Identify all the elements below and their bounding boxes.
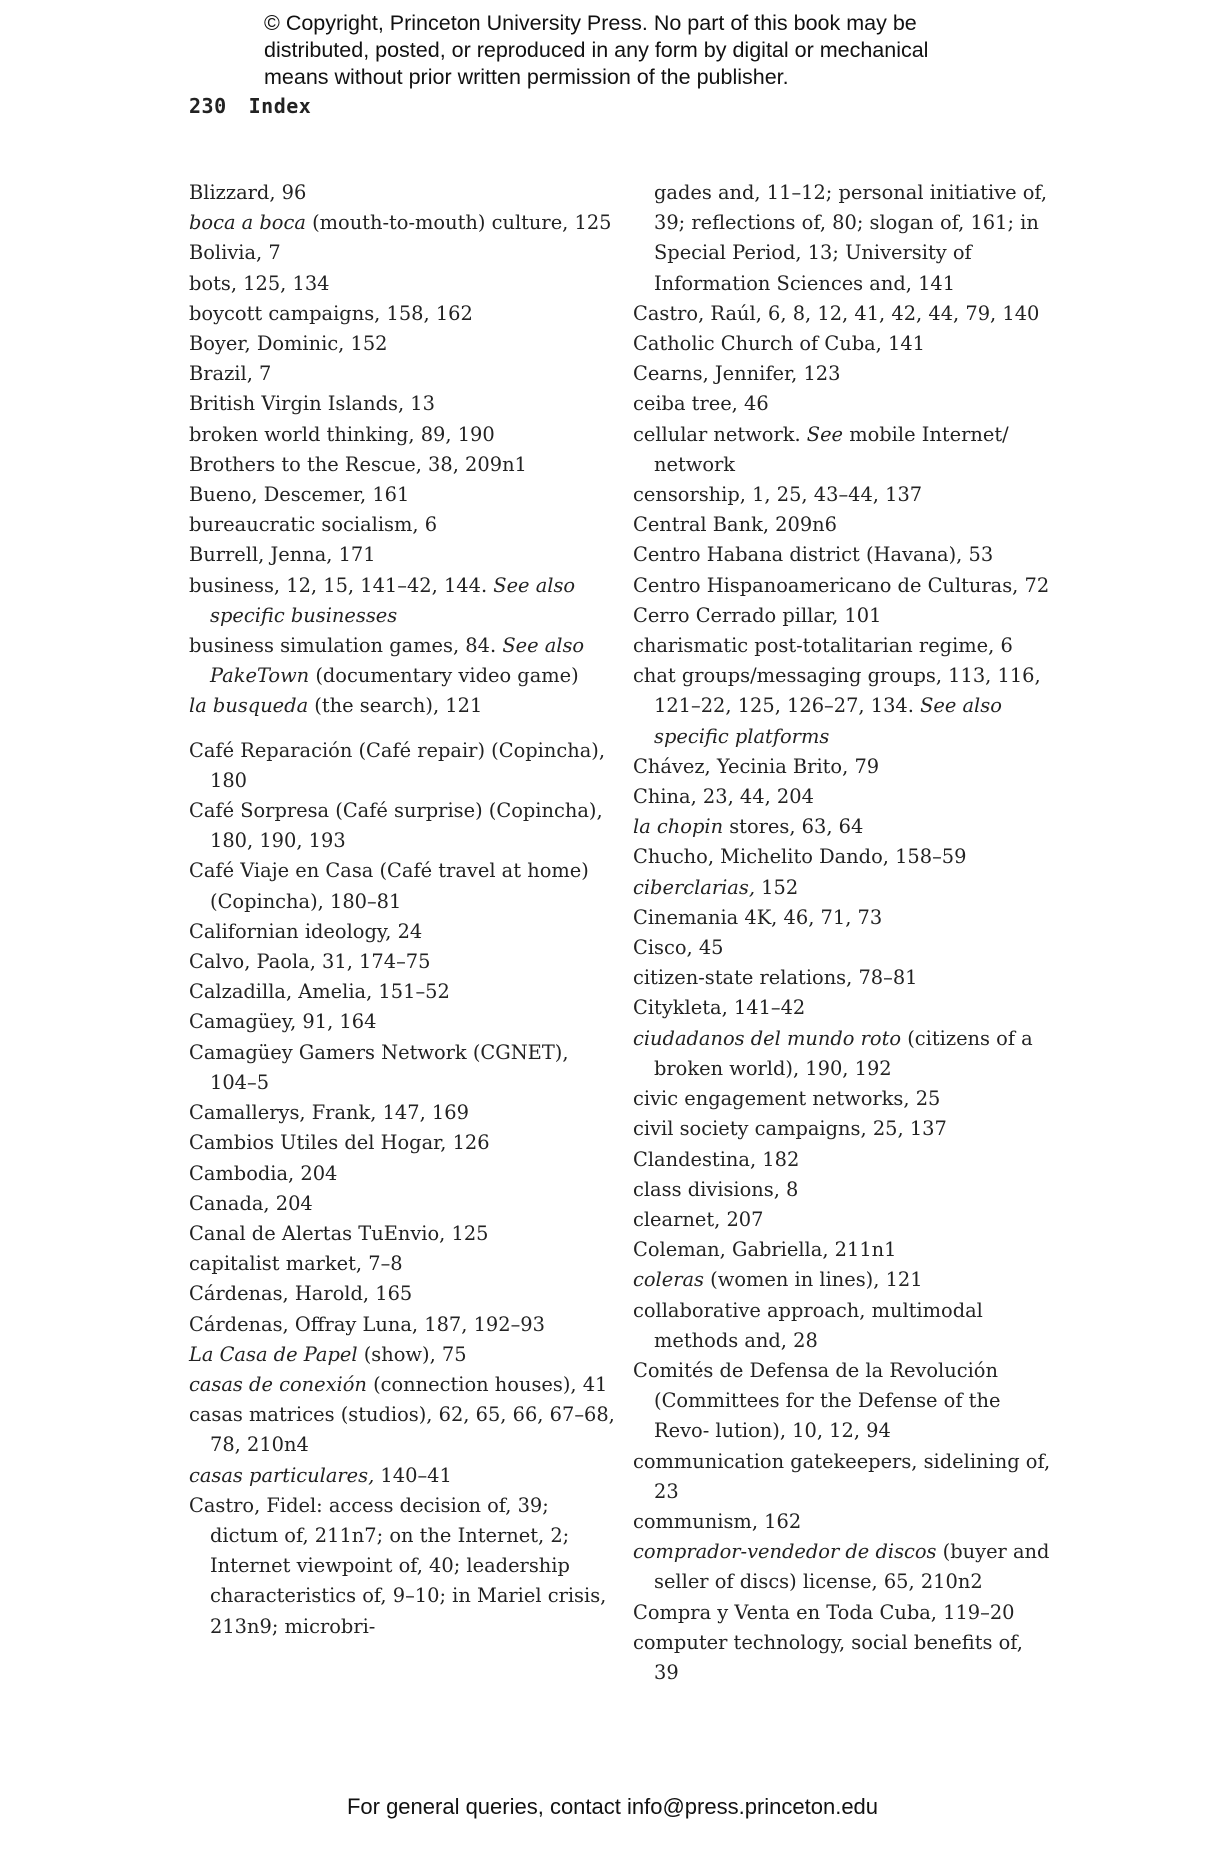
index-entry-text: Cinemania 4K, 46, 71, 73 xyxy=(633,905,883,929)
index-entry xyxy=(189,691,619,721)
index-entry-text: Canada, 204 xyxy=(189,1191,313,1215)
index-entry-text: capitalist market, 7–8 xyxy=(189,1252,403,1276)
index-entry xyxy=(189,977,619,1007)
index-entry-italic-text: La Casa de Papel xyxy=(189,1342,358,1366)
index-entry-text: Comités de Defensa de la Revolución (Committees for the Defense of the Revo- lution), 10, 12, 94 xyxy=(633,1358,1001,1443)
index-entry-text: Central Bank, 209n6 xyxy=(633,513,837,537)
index-entry-text: broken world thinking, 89, 190 xyxy=(189,422,495,446)
index-entry-text: censorship, 1, 25, 43–44, 137 xyxy=(633,483,923,507)
page-number: 230 xyxy=(189,94,227,118)
index-entry-text: charismatic post-totalitarian regime, 6 xyxy=(633,634,1013,658)
copyright-line: © Copyright, Princeton University Press. No part of this book may be xyxy=(264,11,917,35)
index-entry-italic-text: See xyxy=(806,422,844,446)
index-entry-text: 140–41 xyxy=(374,1463,452,1487)
index-entry-italic-text: casas particulares, xyxy=(189,1463,375,1487)
index-entry xyxy=(633,299,1053,329)
index-entry-text: class divisions, 8 xyxy=(633,1177,799,1201)
index-entry-text: Cárdenas, Harold, 165 xyxy=(189,1282,413,1306)
index-entry-italic-text: See also specific platforms xyxy=(654,694,1002,748)
index-entry-text: Cerro Cerrado pillar, 101 xyxy=(633,603,882,627)
index-entry xyxy=(189,510,619,540)
index-entry xyxy=(633,661,1053,752)
index-entry-text: (women in lines), 121 xyxy=(704,1268,923,1292)
index-entry xyxy=(633,903,1053,933)
index-entry xyxy=(633,329,1053,359)
index-entry-text: civic engagement networks, 25 xyxy=(633,1087,941,1111)
index-entry xyxy=(189,1370,619,1400)
running-head xyxy=(189,94,311,118)
index-entry xyxy=(633,510,1053,540)
index-entry xyxy=(189,1128,619,1158)
index-entry xyxy=(633,1024,1053,1084)
index-entry-italic-text: comprador-vendedor de discos xyxy=(633,1540,937,1564)
index-entry-text: computer technology, social benefits of, 39 xyxy=(633,1630,1023,1684)
index-entry-text: Cambios Utiles del Hogar, 126 xyxy=(189,1131,490,1155)
index-entry xyxy=(633,540,1053,570)
index-entry-text: Calzadilla, Amelia, 151–52 xyxy=(189,980,450,1004)
index-entry-text: bots, 125, 134 xyxy=(189,271,330,295)
index-entry-text: communication gatekeepers, sidelining of, 23 xyxy=(633,1449,1051,1503)
index-entry-text: citizen-state relations, 78–81 xyxy=(633,966,918,990)
index-entry xyxy=(189,1340,619,1370)
index-entry xyxy=(189,1038,619,1098)
index-entry-text: business simulation games, 84. xyxy=(189,634,503,658)
index-entry-text: casas matrices (studios), 62, 65, 66, 67–68, 78, 210n4 xyxy=(189,1403,615,1457)
index-entry xyxy=(189,1007,619,1037)
index-entry xyxy=(633,359,1053,389)
index-entry-text: Bueno, Descemer, 161 xyxy=(189,483,410,507)
index-entry xyxy=(189,947,619,977)
index-entry-text: Café Sorpresa (Café surprise) (Copincha), 180, 190, 193 xyxy=(189,799,603,853)
index-entry-text: stores, 63, 64 xyxy=(723,815,864,839)
index-entry-text: Bolivia, 7 xyxy=(189,241,281,265)
index-entry xyxy=(189,178,619,208)
index-entry-text: (citizens of a broken world), 190, 192 xyxy=(654,1026,1033,1080)
index-entry xyxy=(189,1189,619,1219)
index-entry xyxy=(633,1145,1053,1175)
index-entry-text: Camagüey Gamers Network (CGNET), 104–5 xyxy=(189,1040,569,1094)
index-entry xyxy=(633,420,1053,480)
index-entry-italic-text: la chopin xyxy=(633,815,724,839)
index-entry xyxy=(189,631,619,691)
index-entry-text: Cambodia, 204 xyxy=(189,1161,338,1185)
index-entry-text: Chávez, Yecinia Brito, 79 xyxy=(633,754,880,778)
index-entry-text: Centro Hispanoamericano de Culturas, 72 xyxy=(633,573,1050,597)
index-entry-text: Boyer, Dominic, 152 xyxy=(189,332,388,356)
index-entry xyxy=(189,1098,619,1128)
index-column-left xyxy=(189,178,619,1642)
index-entry xyxy=(633,1205,1053,1235)
index-entry xyxy=(633,842,1053,872)
index-entry-text: Compra y Venta en Toda Cuba, 119–20 xyxy=(633,1600,1015,1624)
index-entry xyxy=(189,736,619,796)
index-entry-text: Camagüey, 91, 164 xyxy=(189,1010,377,1034)
index-entry-text: cellular network. xyxy=(633,422,807,446)
index-entry-text: Chucho, Michelito Dando, 158–59 xyxy=(633,845,967,869)
index-entry xyxy=(189,420,619,450)
index-entry xyxy=(189,238,619,268)
index-entry-italic-text: coleras xyxy=(633,1268,704,1292)
index-entry xyxy=(633,1265,1053,1295)
index-entry xyxy=(189,389,619,419)
index-entry-text: Cearns, Jennifer, 123 xyxy=(633,362,841,386)
index-entry-text: Castro, Fidel: access decision of, 39; dictum of, 211n7; on the Internet, 2; Internet viewpoint of, 40; leadership characteristics of, 9–10; in Mariel crisis, 213n9; microbri- xyxy=(189,1493,607,1638)
index-entry xyxy=(633,178,1053,299)
index-entry xyxy=(189,359,619,389)
index-entry-text: Café Reparación (Café repair) (Copincha), 180 xyxy=(189,738,605,792)
index-entry xyxy=(633,1296,1053,1356)
index-entry xyxy=(189,1491,619,1642)
index-entry-text: boycott campaigns, 158, 162 xyxy=(189,301,473,325)
index-entry-text: Castro, Raúl, 6, 8, 12, 41, 42, 44, 79, 140 xyxy=(633,301,1040,325)
index-entry-text: chat groups/messaging groups, 113, 116, 121–22, 125, 126–27, 134. xyxy=(633,664,1041,718)
copyright-notice xyxy=(264,10,1024,91)
footer-contact: For general queries, contact info@press.princeton.edu xyxy=(346,1794,879,1819)
index-entry xyxy=(633,571,1053,601)
index-entry xyxy=(633,1114,1053,1144)
index-entry xyxy=(633,389,1053,419)
index-entry xyxy=(633,812,1053,842)
copyright-line: distributed, posted, or reproduced in any form by digital or mechanical xyxy=(264,38,929,62)
index-entry xyxy=(633,480,1053,510)
index-entry xyxy=(633,601,1053,631)
index-entry xyxy=(189,1159,619,1189)
index-entry xyxy=(633,1084,1053,1114)
index-entry-text: mobile Internet/ network xyxy=(654,422,1009,476)
index-entry xyxy=(189,856,619,916)
index-entry xyxy=(189,329,619,359)
index-entry-text: Burrell, Jenna, 171 xyxy=(189,543,376,567)
index-entry xyxy=(633,1175,1053,1205)
index-entry-italic-text: See also specific businesses xyxy=(210,573,576,627)
index-entry-text: Centro Habana district (Havana), 53 xyxy=(633,543,994,567)
index-entry xyxy=(633,993,1053,1023)
index-entry xyxy=(189,1279,619,1309)
index-entry xyxy=(633,1628,1053,1688)
index-entry xyxy=(633,1447,1053,1507)
index-entry xyxy=(633,963,1053,993)
section-title: Index xyxy=(248,94,312,118)
index-entry xyxy=(633,873,1053,903)
index-entry xyxy=(189,571,619,631)
index-entry xyxy=(633,782,1053,812)
index-entry-italic-text: boca a boca xyxy=(189,211,306,235)
index-entry-text: Clandestina, 182 xyxy=(633,1147,800,1171)
index-entry xyxy=(189,480,619,510)
index-entry-text: civil society campaigns, 25, 137 xyxy=(633,1117,947,1141)
index-entry-text: British Virgin Islands, 13 xyxy=(189,392,435,416)
index-entry xyxy=(189,1400,619,1460)
index-entry-text: (buyer and seller of discs) license, 65, 210n2 xyxy=(654,1540,1050,1594)
index-entry-text: Blizzard, 96 xyxy=(189,181,307,204)
index-entry xyxy=(189,1310,619,1340)
index-entry xyxy=(633,1537,1053,1597)
index-entry xyxy=(189,917,619,947)
index-entry xyxy=(633,631,1053,661)
index-entry xyxy=(189,450,619,480)
index-entry-text: Café Viaje en Casa (Café travel at home) (Copincha), 180–81 xyxy=(189,859,589,913)
index-entry-italic-text: casas de conexión xyxy=(189,1372,367,1396)
index-entry xyxy=(633,1356,1053,1447)
index-entry-text: ceiba tree, 46 xyxy=(633,392,769,416)
index-entry xyxy=(633,933,1053,963)
index-entry-italic-text: ciberclarias, xyxy=(633,875,755,899)
index-entry-text: Catholic Church of Cuba, 141 xyxy=(633,332,926,356)
index-entry-text: (show), 75 xyxy=(357,1342,467,1366)
index-entry-text: (documentary video game) xyxy=(309,664,579,688)
index-entry xyxy=(189,540,619,570)
index-entry-text: (connection houses), 41 xyxy=(366,1372,608,1396)
index-entry-text: Camallerys, Frank, 147, 169 xyxy=(189,1101,469,1125)
index-entry-text: Calvo, Paola, 31, 174–75 xyxy=(189,950,431,974)
index-entry-text: collaborative approach, multimodal methods and, 28 xyxy=(633,1298,983,1352)
index-entry-italic-text: la busqueda xyxy=(189,694,309,718)
index-entry xyxy=(633,1507,1053,1537)
index-entry xyxy=(189,299,619,329)
index-entry-text: business, 12, 15, 141–42, 144. xyxy=(189,573,494,597)
index-entry xyxy=(633,1235,1053,1265)
copyright-line: means without prior written permission of the publisher. xyxy=(264,65,789,89)
index-entry-text: Canal de Alertas TuEnvio, 125 xyxy=(189,1221,489,1245)
index-entry-text: (the search), 121 xyxy=(308,694,483,718)
index-entry xyxy=(189,1219,619,1249)
index-entry-italic-text: See also PakeTown xyxy=(210,634,585,688)
index-entry-text: gades and, 11–12; personal initiative of, 39; reflections of, 80; slogan of, 161; in Special Period, 13; University of Information Sciences and, 141 xyxy=(654,181,1048,295)
index-entry-text: bureaucratic socialism, 6 xyxy=(189,513,438,537)
index-entry-text: Brazil, 7 xyxy=(189,362,272,386)
index-entry xyxy=(189,796,619,856)
index-entry-text: Californian ideology, 24 xyxy=(189,919,423,943)
index-entry-text: (mouth-to-mouth) culture, 125 xyxy=(305,211,612,235)
index-entry-text: 152 xyxy=(755,875,799,899)
index-entry-italic-text: ciudadanos del mundo roto xyxy=(633,1026,902,1050)
index-entry-text: Cárdenas, Offray Luna, 187, 192–93 xyxy=(189,1312,545,1336)
index-entry xyxy=(633,1598,1053,1628)
index-entry xyxy=(633,752,1053,782)
index-entry xyxy=(189,208,619,238)
index-entry-text: Coleman, Gabriella, 211n1 xyxy=(633,1238,897,1262)
index-entry-text: China, 23, 44, 204 xyxy=(633,785,814,809)
index-entry xyxy=(189,1461,619,1491)
index-entry-text: Cisco, 45 xyxy=(633,936,724,960)
index-entry-text: Citykleta, 141–42 xyxy=(633,996,806,1020)
index-entry-text: clearnet, 207 xyxy=(633,1207,764,1231)
index-entry xyxy=(189,269,619,299)
index-entry-text: Brothers to the Rescue, 38, 209n1 xyxy=(189,452,527,476)
index-column-right xyxy=(633,178,1053,1688)
index-entry xyxy=(189,1249,619,1279)
index-entry-text: communism, 162 xyxy=(633,1509,802,1533)
